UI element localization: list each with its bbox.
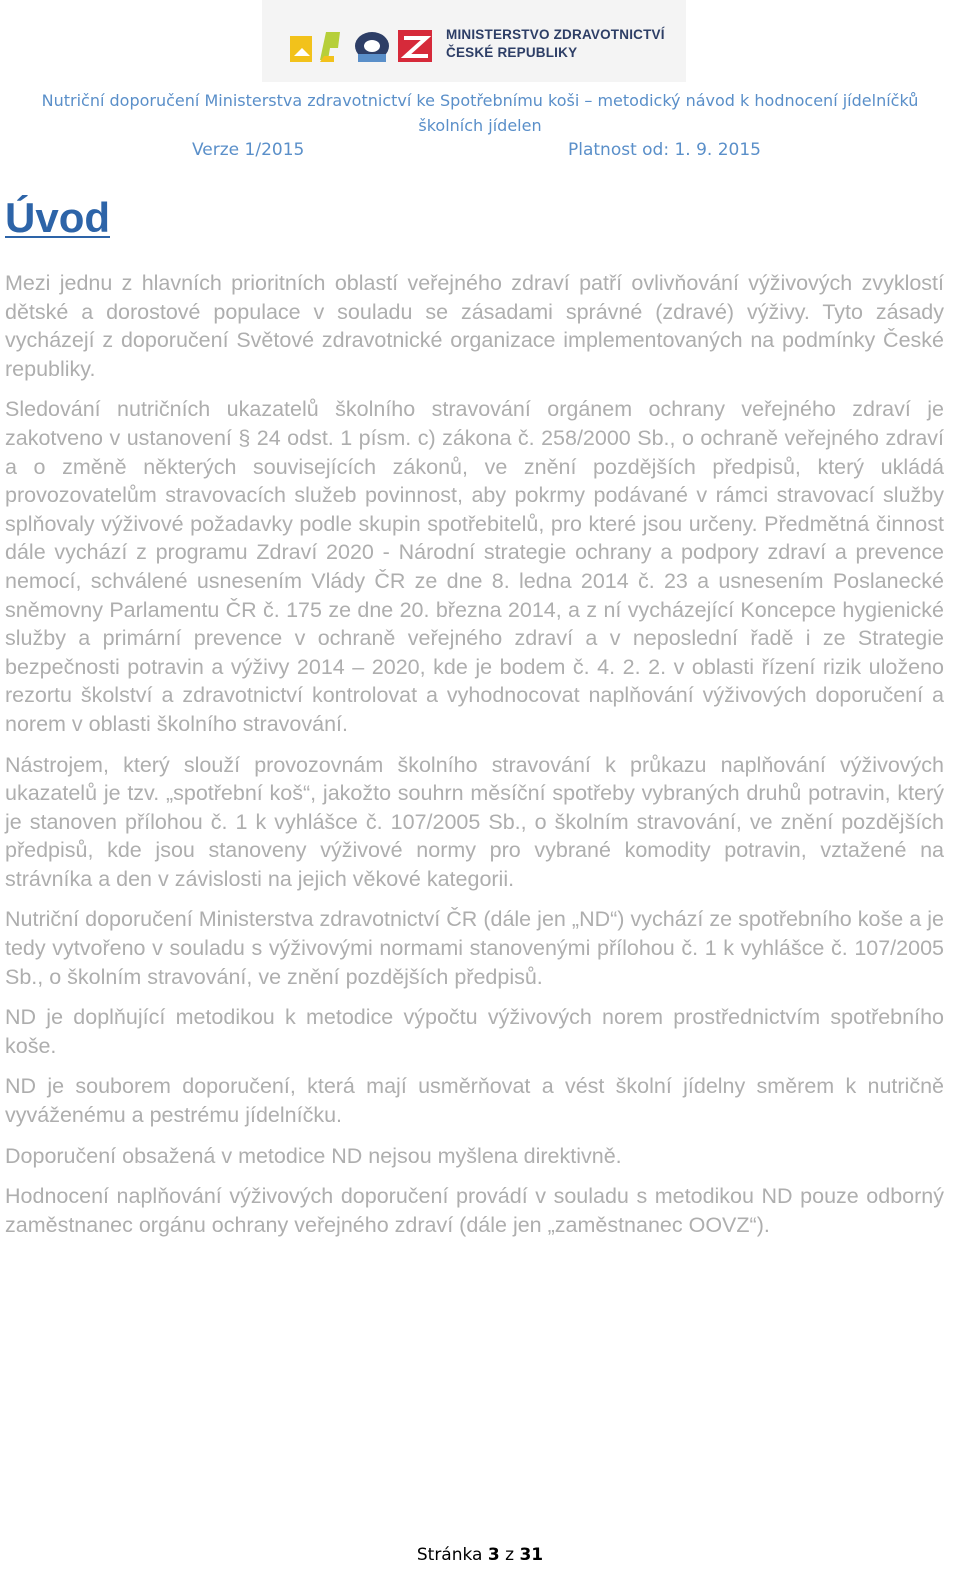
ministry-name-line2: ČESKÉ REPUBLIKY [446,45,578,60]
document-title-line1: Nutriční doporučení Ministerstva zdravotnictví ke Spotřebnímu koši – metodický návod k hodnocení jídelníčků [41,91,919,110]
page-number [0,1545,960,1565]
document-title-line2: školních jídelen [418,116,542,135]
paragraph: ND je souborem doporučení, která mají usměrňovat a vést školní jídelny směrem k nutričně vyváženému a pestrému jídelníčku. [5,1074,944,1128]
ministry-logo-icon [290,26,432,62]
paragraph: Hodnocení naplňování výživových doporučení provádí v souladu s metodikou ND pouze odborný zaměstnanec orgánu ochrany veřejného zdraví (dále jen „zaměstnanec OOVZ“). [5,1184,944,1237]
version-label: Verze 1/2015 [192,140,305,160]
page-number-separator: z [505,1545,515,1565]
page-number-total: 31 [519,1545,544,1565]
ministry-name [446,26,665,62]
paragraph: Nástrojem, který slouží provozovnám školního stravování k průkazu naplňování výživových ukazatelů je tzv. „spotřební koš“, jakožto souhrn měsíční spotřeby vybraných druhů potravin, který je stanoven přílohou č. 1 k vyhlášce č. 107/2005 Sb., o školním stravování, ve znění pozdějších předpisů, kde jsou stanoveny výživové normy pro vybrané komodity potravin, vztažené na strávníka a den v závislosti na jejich věkové kategorii. [5,752,944,891]
validity-label: Platnost od: 1. 9. 2015 [568,140,761,160]
paragraph: ND je doplňující metodikou k metodice výpočtu výživových norem prostřednictvím spotřebního koše. [5,1005,944,1058]
paragraph: Doporučení obsažená v metodice ND nejsou myšlena direktivně. [5,1143,622,1168]
document-title [0,88,960,138]
page-number-current: 3 [487,1545,500,1565]
section-heading: Úvod [5,194,110,241]
page-header [0,0,960,178]
body-text [5,269,944,1251]
page-number-prefix: Stránka [416,1545,483,1565]
ministry-name-line1: MINISTERSTVO ZDRAVOTNICTVÍ [446,27,665,42]
ministry-logo [262,0,686,82]
paragraph: Sledování nutričních ukazatelů školního stravování orgánem ochrany veřejného zdraví je zakotveno v ustanovení § 24 odst. 1 písm. c) zákona č. 258/2000 Sb., o ochraně veřejného zdraví a o změně některých souvisejících zákonů, ve znění pozdějších předpisů, který ukládá provozovatelům stravovacích služeb povinnost, aby pokrmy podávané v rámci stravovací služby splňovaly výživové požadavky podle skupin spotřebitelů, pro které jsou určeny. Předmětná činnost dále vychází z programu Zdraví 2020 - Národní strategie ochrany a podpory zdraví a prevence nemocí, schválené usnesením Vlády ČR ze dne 8. ledna 2014 č. 23 a usnesením Poslanecké sněmovny Parlamentu ČR č. 175 ze dne 20. března 2014, a z ní vycházející Koncepce hygienické služby a primární prevence v ochraně veřejného zdraví a v neposlední řadě i ze Strategie bezpečnosti potravin a výživy 2014 – 2020, kde je bodem č. 4. 2. 2. v oblasti řízení rizik uloženo rezortu školství a zdravotnictví kontrolovat a vyhodnocovat naplňování výživových doporučení a norem v oblasti školního stravování. [5,397,944,736]
paragraph: Nutriční doporučení Ministerstva zdravotnictví ČR (dále jen „ND“) vychází ze spotřebního koše a je tedy vytvořeno v souladu s výživovými normami stanovenými přílohou č. 1 k vyhlášce č. 107/2005 Sb., o školním stravování, ve znění pozdějších předpisů. [5,907,944,989]
paragraph: Mezi jednu z hlavních prioritních oblastí veřejného zdraví patří ovlivňování výživových zvyklostí dětské a dorostové populace v souladu se zásadami správné (zdravé) výživy. Tyto zásady vycházejí z doporučení Světové zdravotnické organizace implementovaných na podmínky České republiky. [5,271,944,381]
